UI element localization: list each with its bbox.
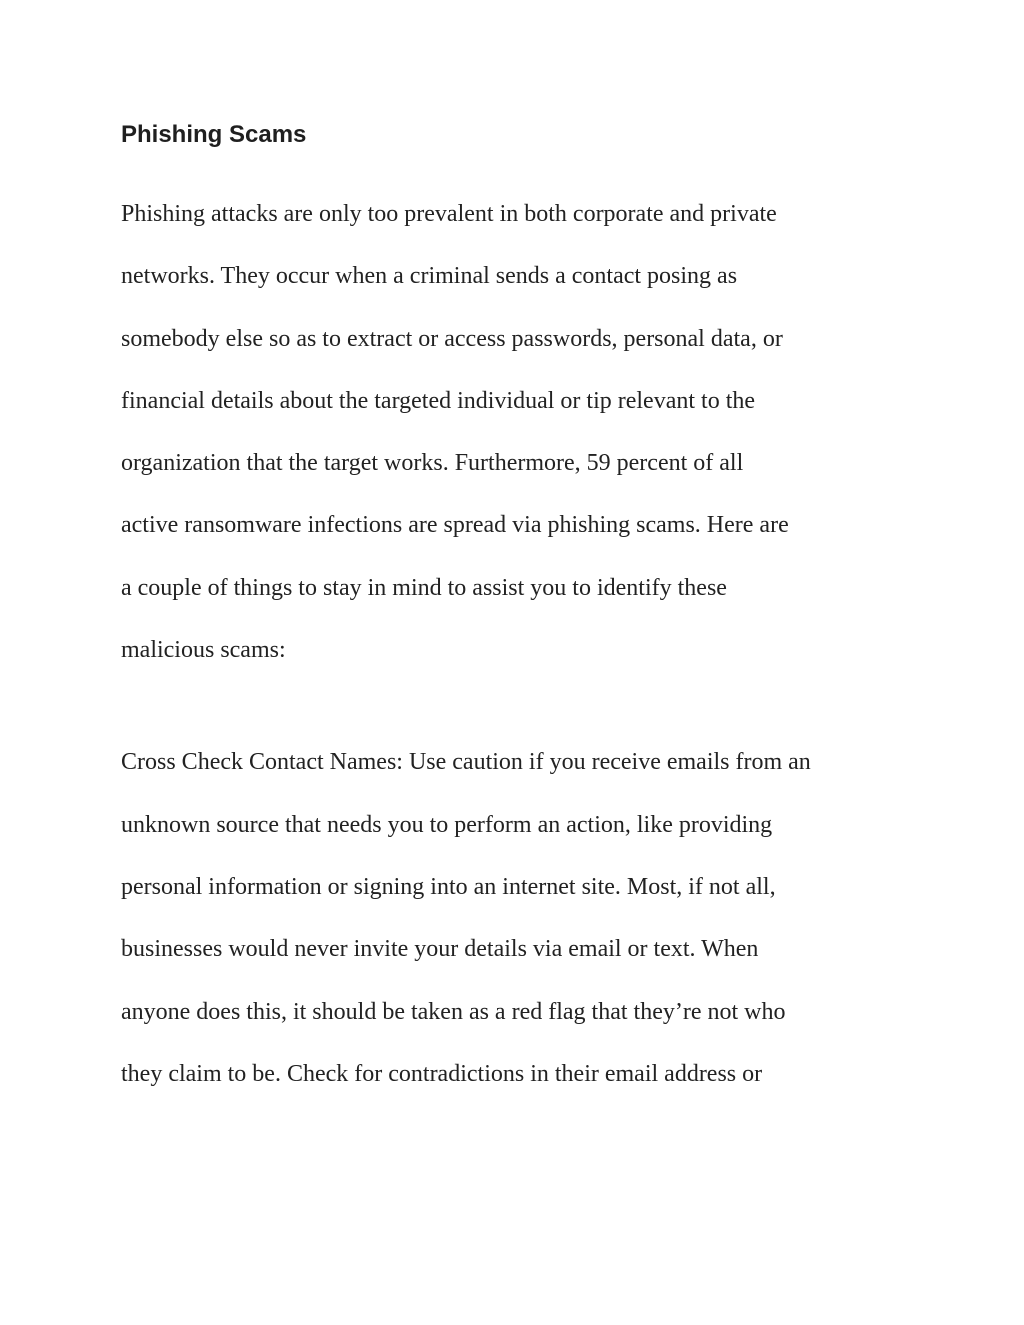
paragraph-phishing-intro [121,183,921,681]
text-line: financial details about the targeted individual or tip relevant to the [121,387,756,414]
text-line: they claim to be. Check for contradictions in their email address or [121,1060,763,1087]
text-line: personal information or signing into an internet site. Most, if not all, [121,873,776,900]
paragraph-cross-check-contact-names [121,731,921,1105]
text-line: organization that the target works. Furthermore, 59 percent of all [121,450,744,477]
text-line: Phishing attacks are only too prevalent in both corporate and private [121,201,777,227]
text-line: malicious scams: [121,637,286,664]
text-line: networks. They occur when a criminal sends a contact posing as [121,263,738,290]
text-line: active ransomware infections are spread via phishing scams. Here are [121,512,789,539]
text-line: anyone does this, it should be taken as a red flag that they’re not who [121,998,786,1025]
text-line: Cross Check Contact Names: Use caution if you receive emails from an [121,749,811,776]
document-content [121,118,921,1105]
text-line: unknown source that needs you to perform an action, like providing [121,811,773,838]
text-line: somebody else so as to extract or access passwords, personal data, or [121,325,783,352]
section-heading: Phishing Scams [121,121,307,148]
text-line: businesses would never invite your details via email or text. When [121,936,759,963]
text-line: a couple of things to stay in mind to assist you to identify these [121,574,727,601]
